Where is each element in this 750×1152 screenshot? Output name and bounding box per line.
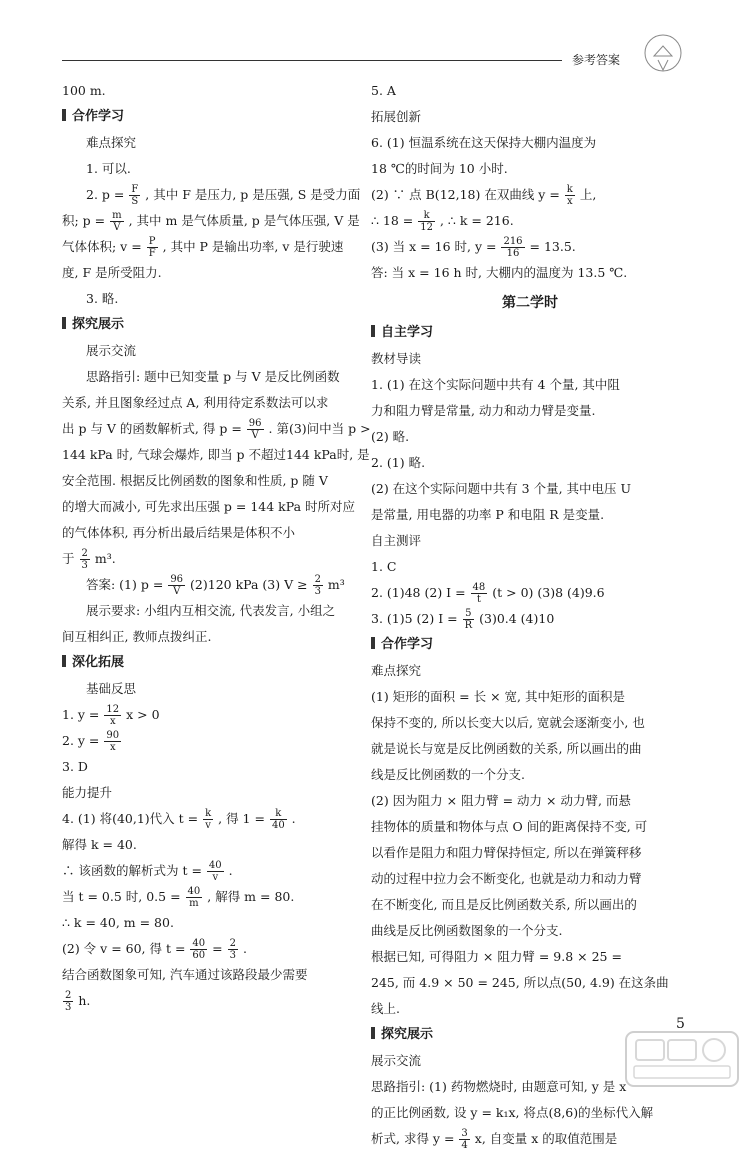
lesson-heading: 第二学时 — [502, 295, 558, 311]
answer-line: 2. (1)48 (2) I = $\frac{48}{t}$ (t > 0) (3)8 (4)9.6 — [371, 582, 605, 605]
subheading: 难点探究 — [86, 135, 137, 150]
text-line: 关系, 并且图象经过点 A, 利用待定系数法可以求 — [62, 395, 329, 410]
answer-line: 3. 略. — [86, 291, 119, 306]
answer-line: 积; p = $\frac{m}{V}$ , 其中 m 是气体质量, p 是气体压强, V 是 — [62, 210, 360, 233]
section-heading: 探究展示 — [371, 1022, 689, 1048]
subheading: 基础反思 — [86, 681, 137, 696]
text-line: 思路指引: 题中已知变量 p 与 V 是反比例函数 — [86, 369, 340, 384]
section-heading: 合作学习 — [371, 632, 689, 658]
page-number: 5 — [676, 1016, 685, 1032]
fraction: $\frac{2}{3}$ — [229, 938, 236, 961]
fraction: $\frac{40}{60}$ — [192, 938, 206, 961]
text-line: 2. (1) 略. — [371, 455, 426, 470]
text-line: 于 $\frac{2}{3}$ m³. — [62, 548, 116, 571]
subheading: 能力提升 — [62, 785, 113, 800]
answer-line: ∴ 18 = $\frac{k}{12}$ , ∴ k = 216. — [371, 210, 514, 233]
answer-line: ∴ k = 40, m = 80. — [62, 915, 174, 930]
text-line: 是常量, 用电器的功率 P 和电阻 R 是变量. — [371, 507, 605, 522]
text-line: 间互相纠正, 教师点拨纠正. — [62, 629, 212, 644]
answer-line: (3) 当 x = 16 时, y = $\frac{216}{16}$ = 13.5. — [371, 236, 576, 259]
answer-line: 答: 当 x = 16 h 时, 大棚内的温度为 13.5 ℃. — [371, 265, 628, 280]
text-line: 线是反比例函数的一个分支. — [371, 767, 525, 782]
subheading: 自主测评 — [371, 533, 422, 548]
fraction: $\frac{96}{V}$ — [248, 418, 262, 441]
text-line: 的增大而减小, 可先求出压强 p = 144 kPa 时所对应 — [62, 499, 356, 514]
answer-line: 3. D — [62, 759, 88, 774]
fraction: $\frac{k}{x}$ — [566, 184, 573, 207]
text-line: (2) 因为阻力 × 阻力臂 = 动力 × 动力臂, 而悬 — [371, 793, 631, 808]
text-line: 在不断变化, 而且是反比例函数关系, 所以画出的 — [371, 897, 637, 912]
answer-line: 度, F 是所受阻力. — [62, 265, 162, 280]
section-heading: 深化拓展 — [62, 650, 362, 676]
section-marker — [62, 109, 66, 121]
text-line: 1. (1) 在这个实际问题中共有 4 个量, 其中阻 — [371, 377, 620, 392]
subheading: 拓展创新 — [371, 109, 422, 124]
answer-line: 3. (1)5 (2) I = $\frac{5}{R}$ (3)0.4 (4)10 — [371, 608, 555, 631]
answer-line: 2. y = $\frac{90}{x}$ — [62, 730, 120, 753]
watermark-logo-icon — [622, 1028, 742, 1090]
fraction: $\frac{2}{3}$ — [314, 574, 321, 597]
answer-line: 当 t = 0.5 时, 0.5 = $\frac{40}{m}$ , 解得 m = 80. — [62, 886, 295, 909]
text-line: 展示要求: 小组内互相交流, 代表发言, 小组之 — [86, 603, 336, 618]
subheading: 难点探究 — [371, 663, 422, 678]
section-heading: 合作学习 — [62, 104, 362, 130]
section-marker — [62, 655, 66, 667]
text-line: 出 p 与 V 的函数解析式, 得 p = $\frac{96}{V}$ . 第(3)问中当 p > — [62, 418, 371, 441]
answer-line: (2) ∵ 点 B(12,18) 在双曲线 y = $\frac{k}{x}$ 上, — [371, 184, 597, 207]
section-marker — [371, 637, 375, 649]
fraction: $\frac{90}{x}$ — [106, 730, 120, 753]
text-line: 动的过程中拉力会不断变化, 也就是动力和动力臂 — [371, 871, 642, 886]
answer-line: ∴ 该函数的解析式为 t = $\frac{40}{v}$ . — [62, 860, 233, 883]
text-line: 的正比例函数, 设 y = k₁x, 将点(8,6)的坐标代入解 — [371, 1105, 654, 1120]
fraction: $\frac{40}{v}$ — [208, 860, 222, 883]
text-line: 曲线是反比例函数图象的一个分支. — [371, 923, 563, 938]
header-rule — [62, 60, 562, 61]
fraction: $\frac{P}{F}$ — [148, 236, 156, 259]
fraction: $\frac{k}{v}$ — [205, 808, 212, 831]
answer-line: 5. A — [371, 83, 396, 98]
fraction: $\frac{2}{3}$ — [65, 990, 72, 1013]
subheading: 教材导读 — [371, 351, 422, 366]
text-line: 线上. — [371, 1001, 400, 1016]
text-line: 以看作是阻力和阻力臂保持恒定, 所以在弹簧秤移 — [371, 845, 642, 860]
right-column — [371, 78, 689, 1152]
section-marker — [371, 325, 375, 337]
section-marker — [371, 1027, 375, 1039]
answer-line: (2) 令 v = 60, 得 t = $\frac{40}{60}$ = $\frac{2}{3}$ . — [62, 938, 247, 961]
subheading: 展示交流 — [371, 1053, 422, 1068]
text-line: 挂物体的质量和物体与点 O 间的距离保持不变, 可 — [371, 819, 648, 834]
text-line: 安全范围. 根据反比例函数的图象和性质, p 随 V — [62, 473, 328, 488]
fraction: $\frac{12}{x}$ — [106, 704, 120, 727]
fraction: $\frac{48}{t}$ — [472, 582, 486, 605]
fraction: $\frac{k}{40}$ — [271, 808, 285, 831]
text-line: 保持不变的, 所以长变大以后, 宽就会逐渐变小, 也 — [371, 715, 645, 730]
text-line: 结合函数图象可知, 汽车通过该路段最少需要 — [62, 967, 308, 982]
text-line: $\frac{2}{3}$ h. — [65, 990, 91, 1013]
answer-line: 1. 可以. — [86, 161, 131, 176]
answer-line: 1. y = $\frac{12}{x}$ x > 0 — [62, 704, 160, 727]
text-line: 力和阻力臂是常量, 动力和动力臂是变量. — [371, 403, 596, 418]
answer-line: 4. (1) 将(40,1)代入 t = $\frac{k}{v}$ , 得 1 = $\frac{k}{40}$ . — [62, 808, 296, 831]
fraction: $\frac{m}{V}$ — [112, 210, 122, 233]
school-logo-icon — [640, 30, 686, 76]
text-line: 析式, 求得 y = $\frac{3}{4}$ x, 自变量 x 的取值范围是 — [371, 1128, 618, 1151]
text-line: 思路指引: (1) 药物燃烧时, 由题意可知, y 是 x — [371, 1079, 627, 1094]
left-column — [62, 78, 371, 1014]
text-line: 就是说长与宽是反比例函数的关系, 所以画出的曲 — [371, 741, 642, 756]
answer-line: 6. (1) 恒温系统在这天保持大棚内温度为 — [371, 135, 597, 150]
answer-line: 答案: (1) p = $\frac{96}{V}$ (2)120 kPa (3) V ≥ $\frac{2}{3}$ m³ — [86, 574, 345, 597]
text-line: 的气体体积, 再分析出最后结果是体积不小 — [62, 525, 295, 540]
fraction: $\frac{k}{12}$ — [420, 210, 433, 233]
fraction: $\frac{F}{S}$ — [131, 184, 139, 207]
subheading: 展示交流 — [86, 343, 137, 358]
answer-line: 气体体积; v = $\frac{P}{F}$ , 其中 P 是输出功率, v 是行驶速 — [62, 236, 344, 259]
fraction: $\frac{5}{R}$ — [464, 608, 473, 631]
answer-line: 1. C — [371, 559, 397, 574]
fraction: $\frac{216}{16}$ — [503, 236, 523, 259]
answer-line: 解得 k = 40. — [62, 837, 137, 852]
answer-line: 18 ℃的时间为 10 小时. — [371, 161, 508, 176]
section-marker — [62, 317, 66, 329]
text-line: 根据已知, 可得阻力 × 阻力臂 = 9.8 × 25 = — [371, 949, 622, 964]
fraction: $\frac{96}{V}$ — [170, 574, 184, 597]
fraction: $\frac{2}{3}$ — [81, 548, 88, 571]
section-heading: 探究展示 — [62, 312, 362, 338]
section-heading: 自主学习 — [371, 320, 689, 346]
text-line: 144 kPa 时, 气球会爆炸, 即当 p 不超过144 kPa时, 是 — [62, 447, 370, 462]
text-line: 100 m. — [62, 83, 106, 98]
text-line: 245, 而 4.9 × 50 = 245, 所以点(50, 4.9) 在这条曲 — [371, 975, 669, 990]
text-line: (1) 矩形的面积 = 长 × 宽, 其中矩形的面积是 — [371, 689, 625, 704]
header-title: 参考答案 — [572, 53, 621, 67]
fraction: $\frac{40}{m}$ — [187, 886, 201, 909]
answer-line: 2. p = $\frac{F}{S}$ , 其中 F 是压力, p 是压强, S 是受力面 — [86, 184, 361, 207]
text-line: (2) 略. — [371, 429, 410, 444]
fraction: $\frac{3}{4}$ — [461, 1128, 468, 1151]
text-line: (2) 在这个实际问题中共有 3 个量, 其中电压 U — [371, 481, 632, 496]
